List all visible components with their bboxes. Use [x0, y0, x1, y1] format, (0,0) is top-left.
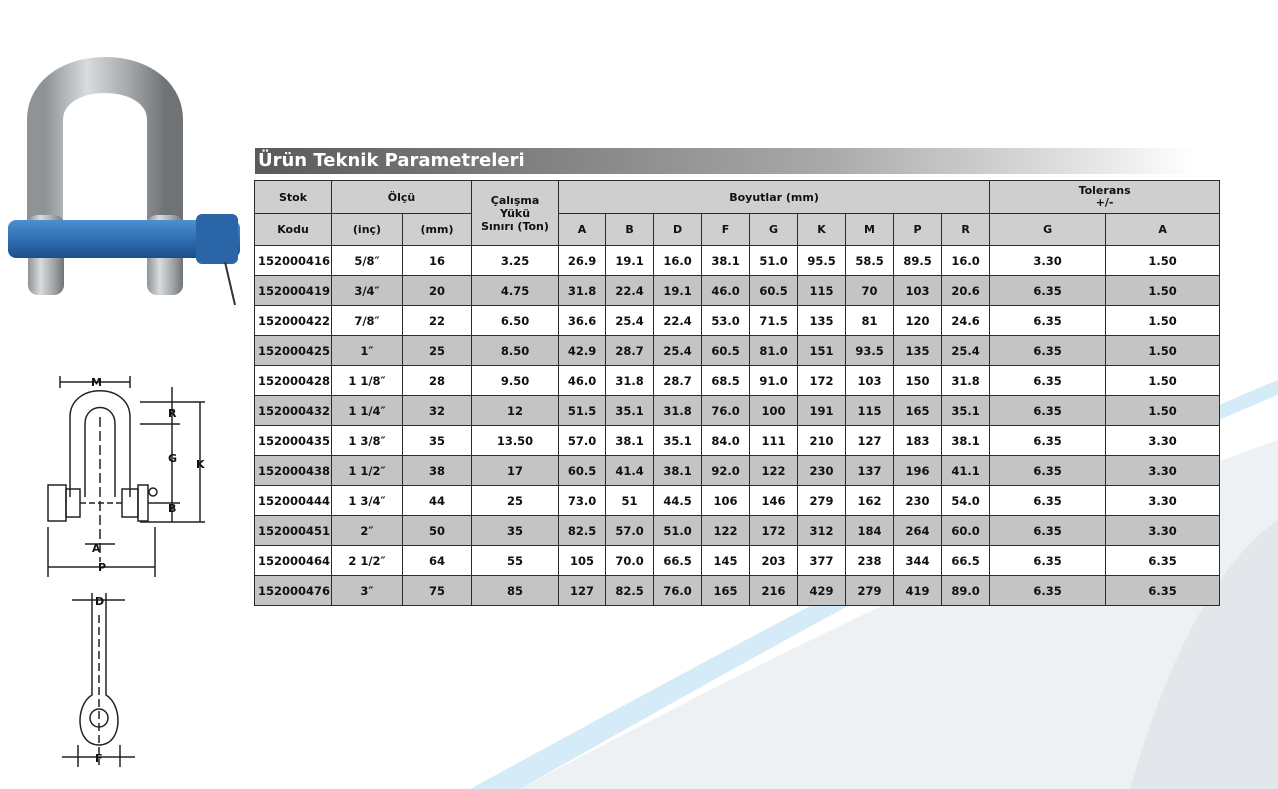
cell-tolg: 6.35: [990, 516, 1106, 546]
cell-code: 152000476: [255, 576, 332, 606]
cell-tola: 1.50: [1106, 336, 1220, 366]
cell-b: 28.7: [606, 336, 654, 366]
cell-a: 31.8: [559, 276, 606, 306]
dim-label-d: D: [95, 595, 105, 608]
cell-load: 13.50: [472, 426, 559, 456]
cell-mm: 25: [403, 336, 472, 366]
cell-code: 152000425: [255, 336, 332, 366]
cell-f: 38.1: [702, 246, 750, 276]
cell-mm: 28: [403, 366, 472, 396]
section-title: Ürün Teknik Parametreleri: [255, 148, 1195, 174]
cell-inch: 1 3/8″: [332, 426, 403, 456]
cell-mm: 32: [403, 396, 472, 426]
cell-m: 279: [846, 576, 894, 606]
header-inch: (inç): [332, 214, 403, 246]
cell-tola: 3.30: [1106, 426, 1220, 456]
cell-inch: 3/4″: [332, 276, 403, 306]
dim-label-a: A: [92, 542, 101, 555]
cell-d: 16.0: [654, 246, 702, 276]
header-stock: Stok: [255, 181, 332, 214]
dim-label-b: B: [168, 502, 177, 515]
cell-p: 120: [894, 306, 942, 336]
cell-tolg: 3.30: [990, 246, 1106, 276]
header-mm: (mm): [403, 214, 472, 246]
dim-label-m: M: [91, 376, 102, 389]
cell-p: 150: [894, 366, 942, 396]
cell-tola: 3.30: [1106, 486, 1220, 516]
cell-load: 6.50: [472, 306, 559, 336]
cell-p: 183: [894, 426, 942, 456]
cell-r: 54.0: [942, 486, 990, 516]
table-row: [255, 366, 1220, 396]
cell-f: 122: [702, 516, 750, 546]
cell-f: 76.0: [702, 396, 750, 426]
dim-label-k: K: [196, 458, 205, 471]
cell-tola: 3.30: [1106, 456, 1220, 486]
cell-r: 60.0: [942, 516, 990, 546]
cell-inch: 1 1/4″: [332, 396, 403, 426]
header-dim-b: B: [606, 214, 654, 246]
cell-p: 419: [894, 576, 942, 606]
cell-mm: 75: [403, 576, 472, 606]
cell-f: 165: [702, 576, 750, 606]
cell-f: 145: [702, 546, 750, 576]
cell-a: 36.6: [559, 306, 606, 336]
cell-a: 82.5: [559, 516, 606, 546]
cell-b: 19.1: [606, 246, 654, 276]
cell-d: 38.1: [654, 456, 702, 486]
cell-f: 68.5: [702, 366, 750, 396]
cell-load: 8.50: [472, 336, 559, 366]
cell-k: 135: [798, 306, 846, 336]
dim-label-p: P: [98, 561, 107, 574]
cell-k: 191: [798, 396, 846, 426]
cell-tolg: 6.35: [990, 396, 1106, 426]
cell-a: 73.0: [559, 486, 606, 516]
cell-r: 35.1: [942, 396, 990, 426]
cell-f: 53.0: [702, 306, 750, 336]
cell-f: 106: [702, 486, 750, 516]
header-code: Kodu: [255, 214, 332, 246]
table-row: [255, 276, 1220, 306]
cell-a: 57.0: [559, 426, 606, 456]
cell-load: 9.50: [472, 366, 559, 396]
cell-mm: 35: [403, 426, 472, 456]
cell-inch: 5/8″: [332, 246, 403, 276]
cell-inch: 1″: [332, 336, 403, 366]
cell-tolg: 6.35: [990, 306, 1106, 336]
cell-d: 76.0: [654, 576, 702, 606]
cell-r: 20.6: [942, 276, 990, 306]
shackle-photo: [0, 40, 250, 320]
header-dim-f: F: [702, 214, 750, 246]
cell-m: 162: [846, 486, 894, 516]
cell-a: 60.5: [559, 456, 606, 486]
shackle-side-diagram: [60, 585, 140, 775]
cell-p: 89.5: [894, 246, 942, 276]
header-dim-d: D: [654, 214, 702, 246]
cell-tola: 1.50: [1106, 276, 1220, 306]
cell-inch: 2 1/2″: [332, 546, 403, 576]
cell-b: 38.1: [606, 426, 654, 456]
cell-m: 70: [846, 276, 894, 306]
cell-a: 105: [559, 546, 606, 576]
cell-p: 165: [894, 396, 942, 426]
cell-d: 51.0: [654, 516, 702, 546]
cell-p: 344: [894, 546, 942, 576]
cell-k: 95.5: [798, 246, 846, 276]
header-load-line3: Sınırı (Ton): [481, 219, 549, 233]
cell-code: 152000416: [255, 246, 332, 276]
cell-m: 103: [846, 366, 894, 396]
table-row: [255, 516, 1220, 546]
table-row: [255, 546, 1220, 576]
cell-tolg: 6.35: [990, 276, 1106, 306]
cell-load: 17: [472, 456, 559, 486]
header-dim-a: A: [559, 214, 606, 246]
cell-load: 3.25: [472, 246, 559, 276]
cell-m: 58.5: [846, 246, 894, 276]
cell-g: 71.5: [750, 306, 798, 336]
cell-p: 230: [894, 486, 942, 516]
cell-f: 84.0: [702, 426, 750, 456]
cell-tolg: 6.35: [990, 486, 1106, 516]
cell-tola: 1.50: [1106, 306, 1220, 336]
cell-m: 184: [846, 516, 894, 546]
header-dim-r: R: [942, 214, 990, 246]
header-load-line1: Çalışma: [490, 193, 540, 207]
cell-b: 22.4: [606, 276, 654, 306]
cell-g: 146: [750, 486, 798, 516]
cell-code: 152000451: [255, 516, 332, 546]
table-row: [255, 486, 1220, 516]
cell-f: 92.0: [702, 456, 750, 486]
cell-g: 216: [750, 576, 798, 606]
cell-m: 81: [846, 306, 894, 336]
cell-tolg: 6.35: [990, 336, 1106, 366]
cell-f: 46.0: [702, 276, 750, 306]
table-row: [255, 306, 1220, 336]
cell-load: 35: [472, 516, 559, 546]
cell-tolg: 6.35: [990, 456, 1106, 486]
cell-tola: 6.35: [1106, 546, 1220, 576]
shackle-front-diagram: [40, 362, 220, 587]
table-row: [255, 576, 1220, 606]
cell-g: 172: [750, 516, 798, 546]
cell-d: 35.1: [654, 426, 702, 456]
cell-k: 115: [798, 276, 846, 306]
cell-r: 31.8: [942, 366, 990, 396]
cell-r: 16.0: [942, 246, 990, 276]
cell-g: 100: [750, 396, 798, 426]
header-dim-k: K: [798, 214, 846, 246]
cell-load: 25: [472, 486, 559, 516]
cell-mm: 44: [403, 486, 472, 516]
cell-mm: 64: [403, 546, 472, 576]
cell-k: 230: [798, 456, 846, 486]
cell-k: 210: [798, 426, 846, 456]
cell-tola: 1.50: [1106, 396, 1220, 426]
cell-load: 85: [472, 576, 559, 606]
cell-inch: 1 1/2″: [332, 456, 403, 486]
cell-b: 25.4: [606, 306, 654, 336]
cell-code: 152000438: [255, 456, 332, 486]
cell-r: 25.4: [942, 336, 990, 366]
dim-label-g: G: [168, 452, 178, 465]
cell-r: 66.5: [942, 546, 990, 576]
cell-inch: 2″: [332, 516, 403, 546]
cell-p: 103: [894, 276, 942, 306]
cell-g: 60.5: [750, 276, 798, 306]
table-row: [255, 336, 1220, 366]
cell-b: 35.1: [606, 396, 654, 426]
cell-tolg: 6.35: [990, 546, 1106, 576]
cell-d: 66.5: [654, 546, 702, 576]
cell-tola: 3.30: [1106, 516, 1220, 546]
cell-d: 31.8: [654, 396, 702, 426]
header-load-line2: Yükü: [499, 206, 531, 220]
cell-code: 152000432: [255, 396, 332, 426]
cell-k: 377: [798, 546, 846, 576]
cell-mm: 22: [403, 306, 472, 336]
dim-label-f: F: [95, 752, 103, 765]
cell-inch: 3″: [332, 576, 403, 606]
header-tolerance-sign: +/-: [1095, 196, 1114, 209]
header-tolerance-label: Tolerans: [1078, 184, 1131, 197]
header-working-load-limit: [472, 181, 559, 246]
cell-k: 312: [798, 516, 846, 546]
cell-g: 81.0: [750, 336, 798, 366]
cell-g: 122: [750, 456, 798, 486]
cell-a: 51.5: [559, 396, 606, 426]
technical-parameters-table: [254, 180, 1220, 606]
table-row: [255, 246, 1220, 276]
header-tol-a: A: [1106, 214, 1220, 246]
cell-r: 89.0: [942, 576, 990, 606]
cell-mm: 38: [403, 456, 472, 486]
cell-d: 28.7: [654, 366, 702, 396]
dim-label-r: R: [168, 407, 177, 420]
cell-load: 55: [472, 546, 559, 576]
header-dimensions-group: Boyutlar (mm): [559, 181, 990, 214]
cell-m: 137: [846, 456, 894, 486]
cell-m: 127: [846, 426, 894, 456]
cell-b: 57.0: [606, 516, 654, 546]
header-size-group: Ölçü: [332, 181, 472, 214]
cell-b: 31.8: [606, 366, 654, 396]
cell-d: 19.1: [654, 276, 702, 306]
cell-r: 41.1: [942, 456, 990, 486]
cell-mm: 20: [403, 276, 472, 306]
table-row: [255, 396, 1220, 426]
cell-p: 135: [894, 336, 942, 366]
cell-mm: 16: [403, 246, 472, 276]
cell-a: 127: [559, 576, 606, 606]
cell-mm: 50: [403, 516, 472, 546]
cell-code: 152000435: [255, 426, 332, 456]
header-tol-g: G: [990, 214, 1106, 246]
cell-code: 152000422: [255, 306, 332, 336]
cell-code: 152000419: [255, 276, 332, 306]
cell-tola: 1.50: [1106, 246, 1220, 276]
header-dim-g: G: [750, 214, 798, 246]
cell-m: 93.5: [846, 336, 894, 366]
cell-b: 41.4: [606, 456, 654, 486]
cell-code: 152000464: [255, 546, 332, 576]
cell-p: 264: [894, 516, 942, 546]
cell-inch: 7/8″: [332, 306, 403, 336]
cell-p: 196: [894, 456, 942, 486]
cell-a: 26.9: [559, 246, 606, 276]
cell-r: 24.6: [942, 306, 990, 336]
cell-f: 60.5: [702, 336, 750, 366]
cell-a: 42.9: [559, 336, 606, 366]
header-dim-p: P: [894, 214, 942, 246]
cell-g: 51.0: [750, 246, 798, 276]
cell-d: 44.5: [654, 486, 702, 516]
cell-tola: 6.35: [1106, 576, 1220, 606]
table-row: [255, 426, 1220, 456]
cell-g: 203: [750, 546, 798, 576]
cell-load: 12: [472, 396, 559, 426]
cell-k: 279: [798, 486, 846, 516]
cell-g: 91.0: [750, 366, 798, 396]
cell-g: 111: [750, 426, 798, 456]
header-dim-m: M: [846, 214, 894, 246]
cell-a: 46.0: [559, 366, 606, 396]
cell-tola: 1.50: [1106, 366, 1220, 396]
cell-tolg: 6.35: [990, 366, 1106, 396]
cell-b: 70.0: [606, 546, 654, 576]
cell-load: 4.75: [472, 276, 559, 306]
cell-b: 51: [606, 486, 654, 516]
cell-code: 152000428: [255, 366, 332, 396]
cell-k: 429: [798, 576, 846, 606]
cell-d: 22.4: [654, 306, 702, 336]
cell-m: 238: [846, 546, 894, 576]
cell-k: 151: [798, 336, 846, 366]
cell-m: 115: [846, 396, 894, 426]
table-row: [255, 456, 1220, 486]
cell-b: 82.5: [606, 576, 654, 606]
header-tolerance-group: [990, 181, 1220, 214]
cell-tolg: 6.35: [990, 576, 1106, 606]
cell-tolg: 6.35: [990, 426, 1106, 456]
cell-inch: 1 3/4″: [332, 486, 403, 516]
cell-code: 152000444: [255, 486, 332, 516]
cell-d: 25.4: [654, 336, 702, 366]
cell-r: 38.1: [942, 426, 990, 456]
cell-inch: 1 1/8″: [332, 366, 403, 396]
cell-k: 172: [798, 366, 846, 396]
